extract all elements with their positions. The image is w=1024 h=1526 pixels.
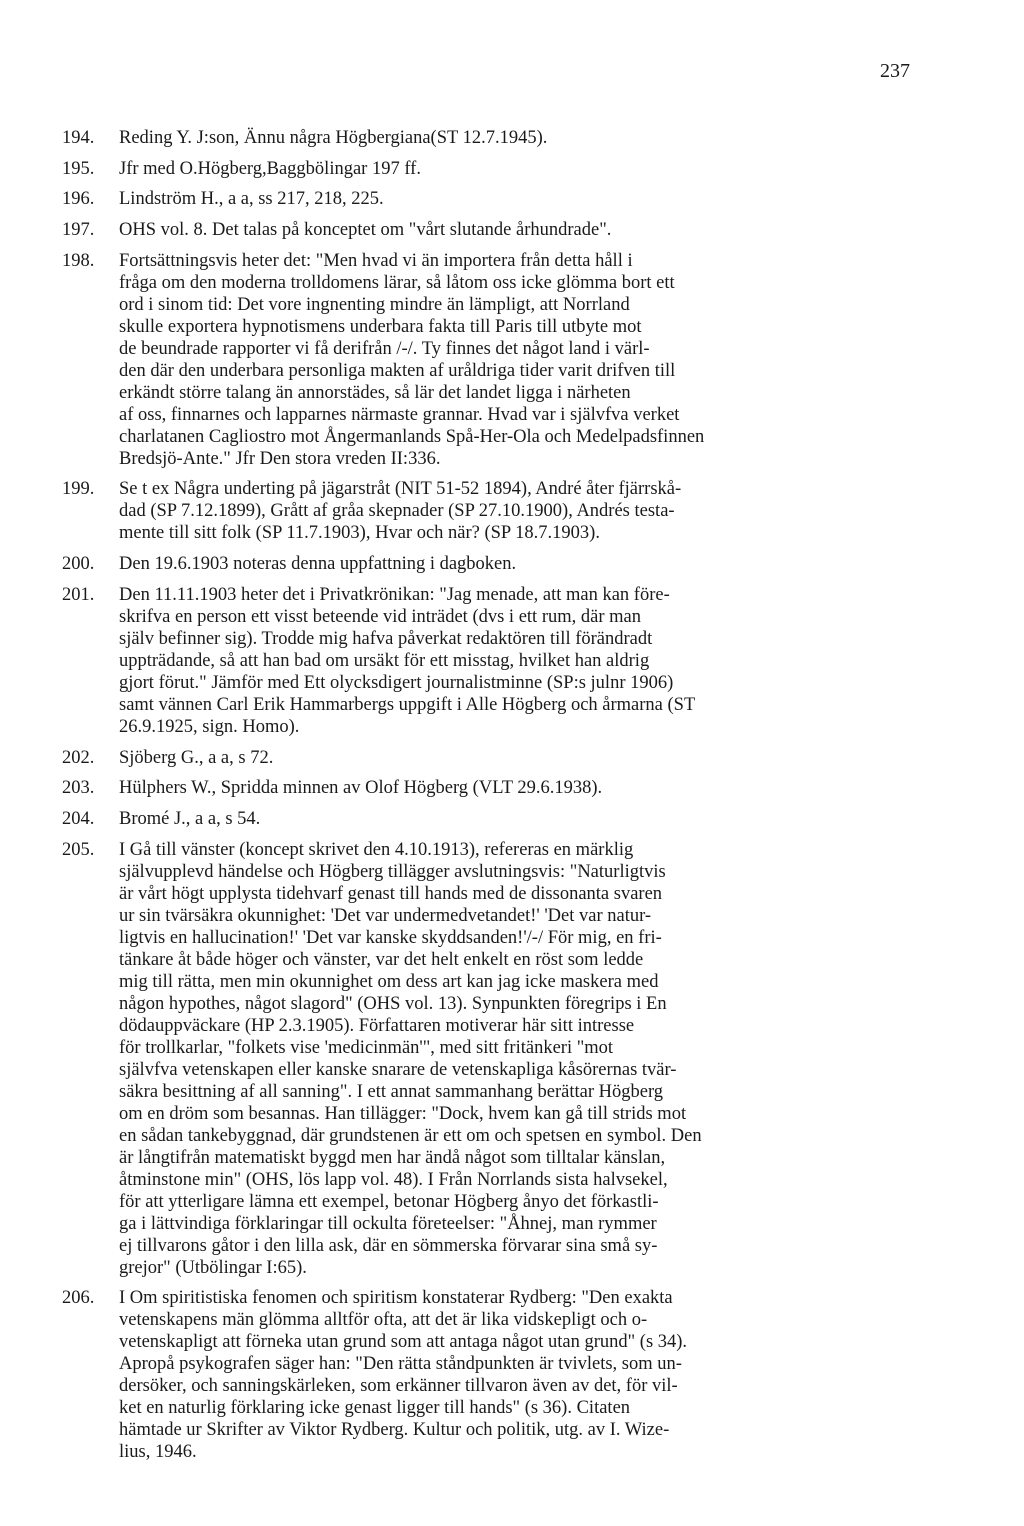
note-item bbox=[62, 808, 962, 830]
note-item bbox=[62, 747, 962, 769]
note-item bbox=[62, 250, 962, 470]
note-number: 201. bbox=[62, 584, 95, 605]
note-line: ord i sinom tid: Det vore ingnenting mindre än lämpligt, att Norrland bbox=[119, 294, 630, 315]
note-text bbox=[119, 188, 962, 210]
note-line: ket en naturlig förklaring icke genast ligger till hands" (s 36). Citaten bbox=[119, 1398, 631, 1419]
note-text bbox=[119, 1287, 962, 1463]
note-line: erkändt större talang än annorstädes, så lär det landet ligga i närheten bbox=[119, 382, 631, 403]
note-line: för att ytterligare lämna ett exempel, betonar Högberg ånyo det förkastli- bbox=[119, 1191, 659, 1212]
note-line: säkra besittning af all sanning". I ett annat sammanhang berättar Högberg bbox=[119, 1081, 664, 1102]
note-line: lius, 1946. bbox=[119, 1442, 197, 1463]
note-number: 194. bbox=[62, 128, 95, 148]
note-line: 26.9.1925, sign. Homo). bbox=[119, 716, 300, 737]
note-line: gjort förut." Jämför med Ett olycksdigert journalistminne (SP:s julnr 1906) bbox=[119, 672, 674, 693]
note-line: af oss, finnarnes och lapparnes närmaste grannar. Hvad var i självfva verket bbox=[119, 404, 680, 425]
note-line: Se t ex Några underting på jägarstråt (NIT 51-52 1894), André åter fjärrskå- bbox=[119, 479, 682, 500]
note-number: 200. bbox=[62, 554, 95, 575]
note-number: 195. bbox=[62, 158, 95, 179]
note-item bbox=[62, 478, 962, 544]
note-line: ligtvis en hallucination!' 'Det var kanske skyddsanden!'/-/ För mig, en fri- bbox=[119, 927, 662, 948]
note-line: samt vännen Carl Erik Hammarbergs uppgift i Alle Högberg och årmarna (ST bbox=[119, 694, 696, 715]
note-line: skrifva en person ett visst beteende vid inträdet (dvs i ett rum, där man bbox=[119, 606, 641, 627]
note-number: 196. bbox=[62, 189, 95, 210]
note-line: Lindström H., a a, ss 217, 218, 225. bbox=[119, 189, 384, 210]
note-line: charlatanen Cagliostro mot Ångermanlands Spå-Her-Ola och Medelpadsfinnen bbox=[119, 426, 705, 447]
note-line: uppträdande, så att han bad om ursäkt för ett misstag, hvilket han aldrig bbox=[119, 650, 650, 671]
note-line: ga i lättvindiga förklaringar till ockulta företeelser: "Åhnej, man rymmer bbox=[119, 1213, 657, 1234]
note-number: 204. bbox=[62, 808, 95, 829]
note-line: Apropå psykografen säger han: "Den rätta ståndpunkten är tvivlets, som un- bbox=[119, 1354, 682, 1375]
note-text bbox=[119, 158, 962, 180]
note-text bbox=[119, 127, 962, 149]
note-line: någon hypothes, något slagord" (OHS vol. 13). Synpunkten föregrips i En bbox=[119, 993, 667, 1014]
note-line: tänkare åt både höger och vänster, var det helt enkelt en röst som ledde bbox=[119, 949, 644, 970]
note-line: skulle exportera hypnotismens underbara fakta till Paris till utbyte mot bbox=[119, 316, 642, 337]
note-text bbox=[119, 219, 962, 241]
note-item bbox=[62, 188, 962, 210]
note-line: den där den underbara personliga makten af uråldriga tider varit drifven till bbox=[119, 360, 676, 381]
note-item bbox=[62, 158, 962, 180]
page-number: 237 bbox=[880, 60, 910, 82]
note-line: OHS vol. 8. Det talas på konceptet om "vårt slutande århundrade". bbox=[119, 220, 612, 241]
note-text bbox=[119, 250, 962, 470]
note-line: ej tillvarons gåtor i den lilla ask, där en sömmerska förvarar sina små sy- bbox=[119, 1235, 658, 1256]
note-number: 206. bbox=[62, 1288, 95, 1309]
note-text bbox=[119, 839, 962, 1279]
note-line: ur sin tvärsäkra okunnighet: 'Det var undermedvetandet!' 'Det var natur- bbox=[119, 905, 652, 926]
notes-list bbox=[62, 127, 962, 1472]
note-line: självfva vetenskapen eller kanske snarare de vetenskapliga kåsörernas tvär- bbox=[119, 1059, 677, 1080]
note-number: 199. bbox=[62, 479, 95, 500]
note-line: I Gå till vänster (koncept skrivet den 4.10.1913), refereras en märklig bbox=[119, 839, 634, 860]
note-line: Hülphers W., Spridda minnen av Olof Högberg (VLT 29.6.1938). bbox=[119, 778, 603, 799]
note-item bbox=[62, 1287, 962, 1463]
note-item bbox=[62, 553, 962, 575]
note-text bbox=[119, 747, 962, 769]
note-line: är långtifrån matematiskt byggd men har ändå något som tilltalar känslan, bbox=[119, 1147, 666, 1168]
note-line: dersöker, och sanningskärleken, som erkänner tillvaron även av det, för vil- bbox=[119, 1376, 678, 1397]
note-line: hämtade ur Skrifter av Viktor Rydberg. Kultur och politik, utg. av I. Wize- bbox=[119, 1420, 670, 1441]
note-line: de beundrade rapporter vi få derifrån /-/. Ty finnes det något land i värl- bbox=[119, 338, 650, 359]
note-line: om en dröm som besannas. Han tillägger: "Dock, hvem kan gå till strids mot bbox=[119, 1103, 687, 1124]
note-line: är vårt högt upplysta tidehvarf genast till hands med de dissonanta svaren bbox=[119, 883, 663, 904]
note-text bbox=[119, 553, 962, 575]
note-number: 198. bbox=[62, 250, 95, 271]
note-line: I Om spiritistiska fenomen och spiritism konstaterar Rydberg: "Den exakta bbox=[119, 1288, 673, 1309]
note-number: 203. bbox=[62, 778, 95, 799]
note-line: åtminstone min" (OHS, lös lapp vol. 48). I Från Norrlands sista halvsekel, bbox=[119, 1169, 668, 1190]
note-line: fråga om den moderna trolldomens lärar, så låtom oss icke glömma bort ett bbox=[119, 272, 675, 293]
note-number: 197. bbox=[62, 220, 95, 241]
note-line: vetenskapligt att förneka utan grund som att antaga något utan grund" (s 34). bbox=[119, 1332, 688, 1353]
note-line: dödauppväckare (HP 2.3.1905). Författaren motiverar här sitt intresse bbox=[119, 1015, 635, 1036]
note-line: Den 19.6.1903 noteras denna uppfattning i dagboken. bbox=[119, 554, 517, 575]
note-item bbox=[62, 839, 962, 1279]
note-line: Fortsättningsvis heter det: "Men hvad vi än importera från detta håll i bbox=[119, 250, 633, 271]
note-line: dad (SP 7.12.1899), Grått af gråa skepnader (SP 27.10.1900), Andrés testa- bbox=[119, 501, 675, 522]
note-line: mente till sitt folk (SP 11.7.1903), Hvar och när? (SP 18.7.1903). bbox=[119, 523, 600, 544]
note-line: Bromé J., a a, s 54. bbox=[119, 808, 261, 829]
note-item bbox=[62, 219, 962, 241]
note-line: Den 11.11.1903 heter det i Privatkrönikan: "Jag menade, att man kan före- bbox=[119, 584, 670, 605]
note-line: mig till rätta, men min okunnighet om dess art kan jag icke maskera med bbox=[119, 971, 659, 992]
note-number: 205. bbox=[62, 839, 95, 860]
note-number: 202. bbox=[62, 747, 95, 768]
note-line: en sådan tankebyggnad, där grundstenen är ett om och spetsen en symbol. Den bbox=[119, 1125, 702, 1146]
note-text bbox=[119, 478, 962, 544]
note-line: Reding Y. J:son, Ännu några Högbergiana(ST 12.7.1945). bbox=[119, 128, 548, 148]
note-line: för trollkarlar, "folkets vise 'medicinmän'", med sitt fritänkeri "mot bbox=[119, 1037, 614, 1058]
note-line: själv befinner sig). Trodde mig hafva påverkat redaktören till förändradt bbox=[119, 628, 653, 649]
note-line: grejor" (Utbölingar I:65). bbox=[119, 1257, 307, 1278]
note-item bbox=[62, 127, 962, 149]
note-line: Bredsjö-Ante." Jfr Den stora vreden II:336. bbox=[119, 448, 441, 469]
note-line: Sjöberg G., a a, s 72. bbox=[119, 747, 274, 768]
note-line: självupplevd händelse och Högberg tillägger avslutningsvis: "Naturligtvis bbox=[119, 861, 666, 882]
note-text bbox=[119, 808, 962, 830]
note-text bbox=[119, 584, 962, 738]
note-line: Jfr med O.Högberg,Baggbölingar 197 ff. bbox=[119, 158, 421, 179]
note-item bbox=[62, 584, 962, 738]
note-line: vetenskapens män glömma alltför ofta, att det är lika vidskepligt och o- bbox=[119, 1310, 648, 1331]
note-item bbox=[62, 777, 962, 799]
note-text bbox=[119, 777, 962, 799]
